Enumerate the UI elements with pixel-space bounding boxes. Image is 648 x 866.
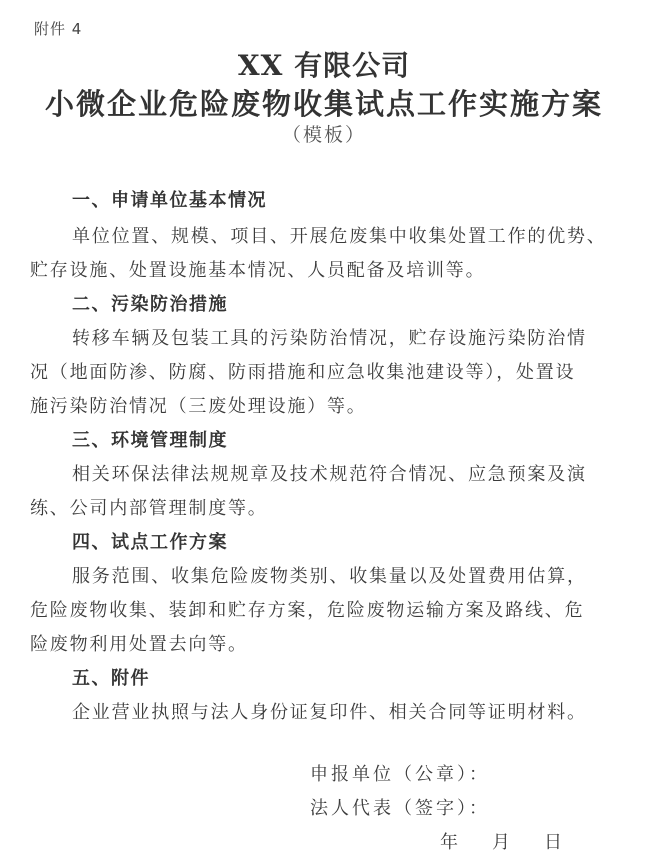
date-year-label: 年 (440, 832, 461, 853)
section-2-line-2: 况（地面防渗、防腐、防雨措施和应急收集池建设等），处置设 (30, 362, 576, 383)
section-2-line-1: 转移车辆及包装工具的污染防治情况，贮存设施污染防治情 (72, 328, 587, 349)
section-heading-2: 二、污染防治措施 (72, 294, 228, 315)
section-heading-5: 五、附件 (72, 668, 150, 689)
applicant-seal-label: 申报单位（公章）： (310, 764, 490, 785)
section-2-line-3: 施污染防治情况（三废处理设施）等。 (30, 396, 367, 417)
section-heading-1: 一、申请单位基本情况 (72, 190, 267, 211)
section-4-line-2: 危险废物收集、装卸和贮存方案，危险废物运输方案及路线、危 (30, 600, 585, 621)
section-heading-3: 三、环境管理制度 (72, 430, 228, 451)
company-title: XX 有限公司 (237, 49, 411, 82)
section-4-line-1: 服务范围、收集危险废物类别、收集量以及处置费用估算， (72, 566, 587, 587)
section-3-line-2: 练、公司内部管理制度等。 (30, 498, 268, 519)
section-5-line-1: 企业营业执照与法人身份证复印件、相关合同等证明材料。 (72, 702, 587, 723)
section-1-line-2: 贮存设施、处置设施基本情况、人员配备及培训等。 (30, 260, 486, 281)
section-1-line-1: 单位位置、规模、项目、开展危废集中收集处置工作的优势、 (72, 226, 607, 247)
legal-representative-label: 法人代表（签字）： (310, 798, 490, 819)
date-day-label: 日 (544, 832, 565, 853)
section-4-line-3: 险废物利用处置去向等。 (30, 634, 248, 655)
document-title: 小微企业危险废物收集试点工作实施方案 (44, 87, 603, 121)
section-3-line-1: 相关环保法律法规规章及技术规范符合情况、应急预案及演 (72, 464, 587, 485)
attachment-label: 附件 4 (34, 20, 83, 38)
date-month-label: 月 (492, 832, 513, 853)
section-heading-4: 四、试点工作方案 (72, 532, 228, 553)
template-note: （模板） (281, 124, 366, 146)
